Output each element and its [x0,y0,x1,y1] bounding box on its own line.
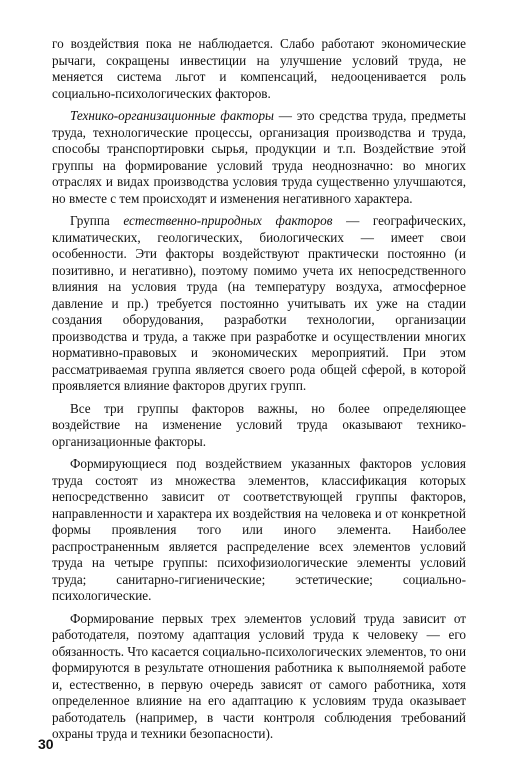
paragraph-3 [52,213,466,395]
paragraph-5-text: Формирующиеся под воздействием указанных факторов условия труда состоят из множества элементов, классификация которых непосредственно зависит от соответствующей группы факторов, направленности и характера их воздействия на человека и от конкретной формы проявления того или иного элемента. Наиболее распространенным является распределение всех элементов условий труда на четыре группы: психофизиологические элементы условий труда; санитарно-гигиенические; эстетические; социально-психологические. [52,456,466,603]
paragraph-4-text: Все три группы факторов важны, но более определяющее воздействие на изменение условий труда оказывают технико-организационные факторы. [52,400,466,449]
paragraph-3-text: — географических, климатических, геологических, биологических — имеет свои особенности. Эти факторы воздействуют практически постоянно (и позитивно, и негативно), поэтому помимо учета их непосредственного влияния на условия труда (на температуру воздуха, атмосферное давление и пр.) требуется постоянно учитывать их уже на стадии создания оборудования, разработки технологии, организации производства и труда, а также при разработке и осуществлении многих нормативно-правовых и экономических мероприятий. При этом рассматриваемая группа является своего рода общей сферой, в которой проявляется влияние факторов других групп. [52,213,466,393]
term-technical-organizational: Технико-организационные факторы [70,108,274,123]
page-body [52,36,466,743]
page-number: 30 [38,736,54,752]
paragraph-4 [52,401,466,451]
paragraph-2 [52,108,466,207]
paragraph-1 [52,36,466,102]
paragraph-5 [52,456,466,605]
paragraph-2-text: — это средства труда, предметы труда, технологические процессы, организация производства и труда, способы транспортировки сырья, продукции и т.п. Воздействие этой группы на формирование условий труда неоднозначно: во многих отраслях и видах производства условия труда существенно улучшаются, но вместе с тем происходят и изменения негативного характера. [52,108,466,206]
paragraph-1-text: го воздействия пока не наблюдается. Слабо работают экономические рычаги, сокращены инвестиции на улучшение условий труда, не меняется система льгот и компенсаций, недооценивается роль социально-психологических факторов. [52,36,466,101]
term-natural-factors: естественно-природных факторов [123,213,333,228]
paragraph-6 [52,611,466,743]
paragraph-6-text: Формирование первых трех элементов условий труда зависит от работодателя, поэтому адаптация условий труда к человеку — его обязанность. Что касается социально-психологических элементов, то они формируются в результате отношения работника к выполняемой работе и, естественно, в первую очередь зависят от самого работника, хотя определенное влияние на его адаптацию к условиям труда оказывает работодатель (например, в части контроля соблюдения требований охраны труда и техники безопасности). [52,610,466,741]
paragraph-3-lead: Группа [70,213,124,228]
